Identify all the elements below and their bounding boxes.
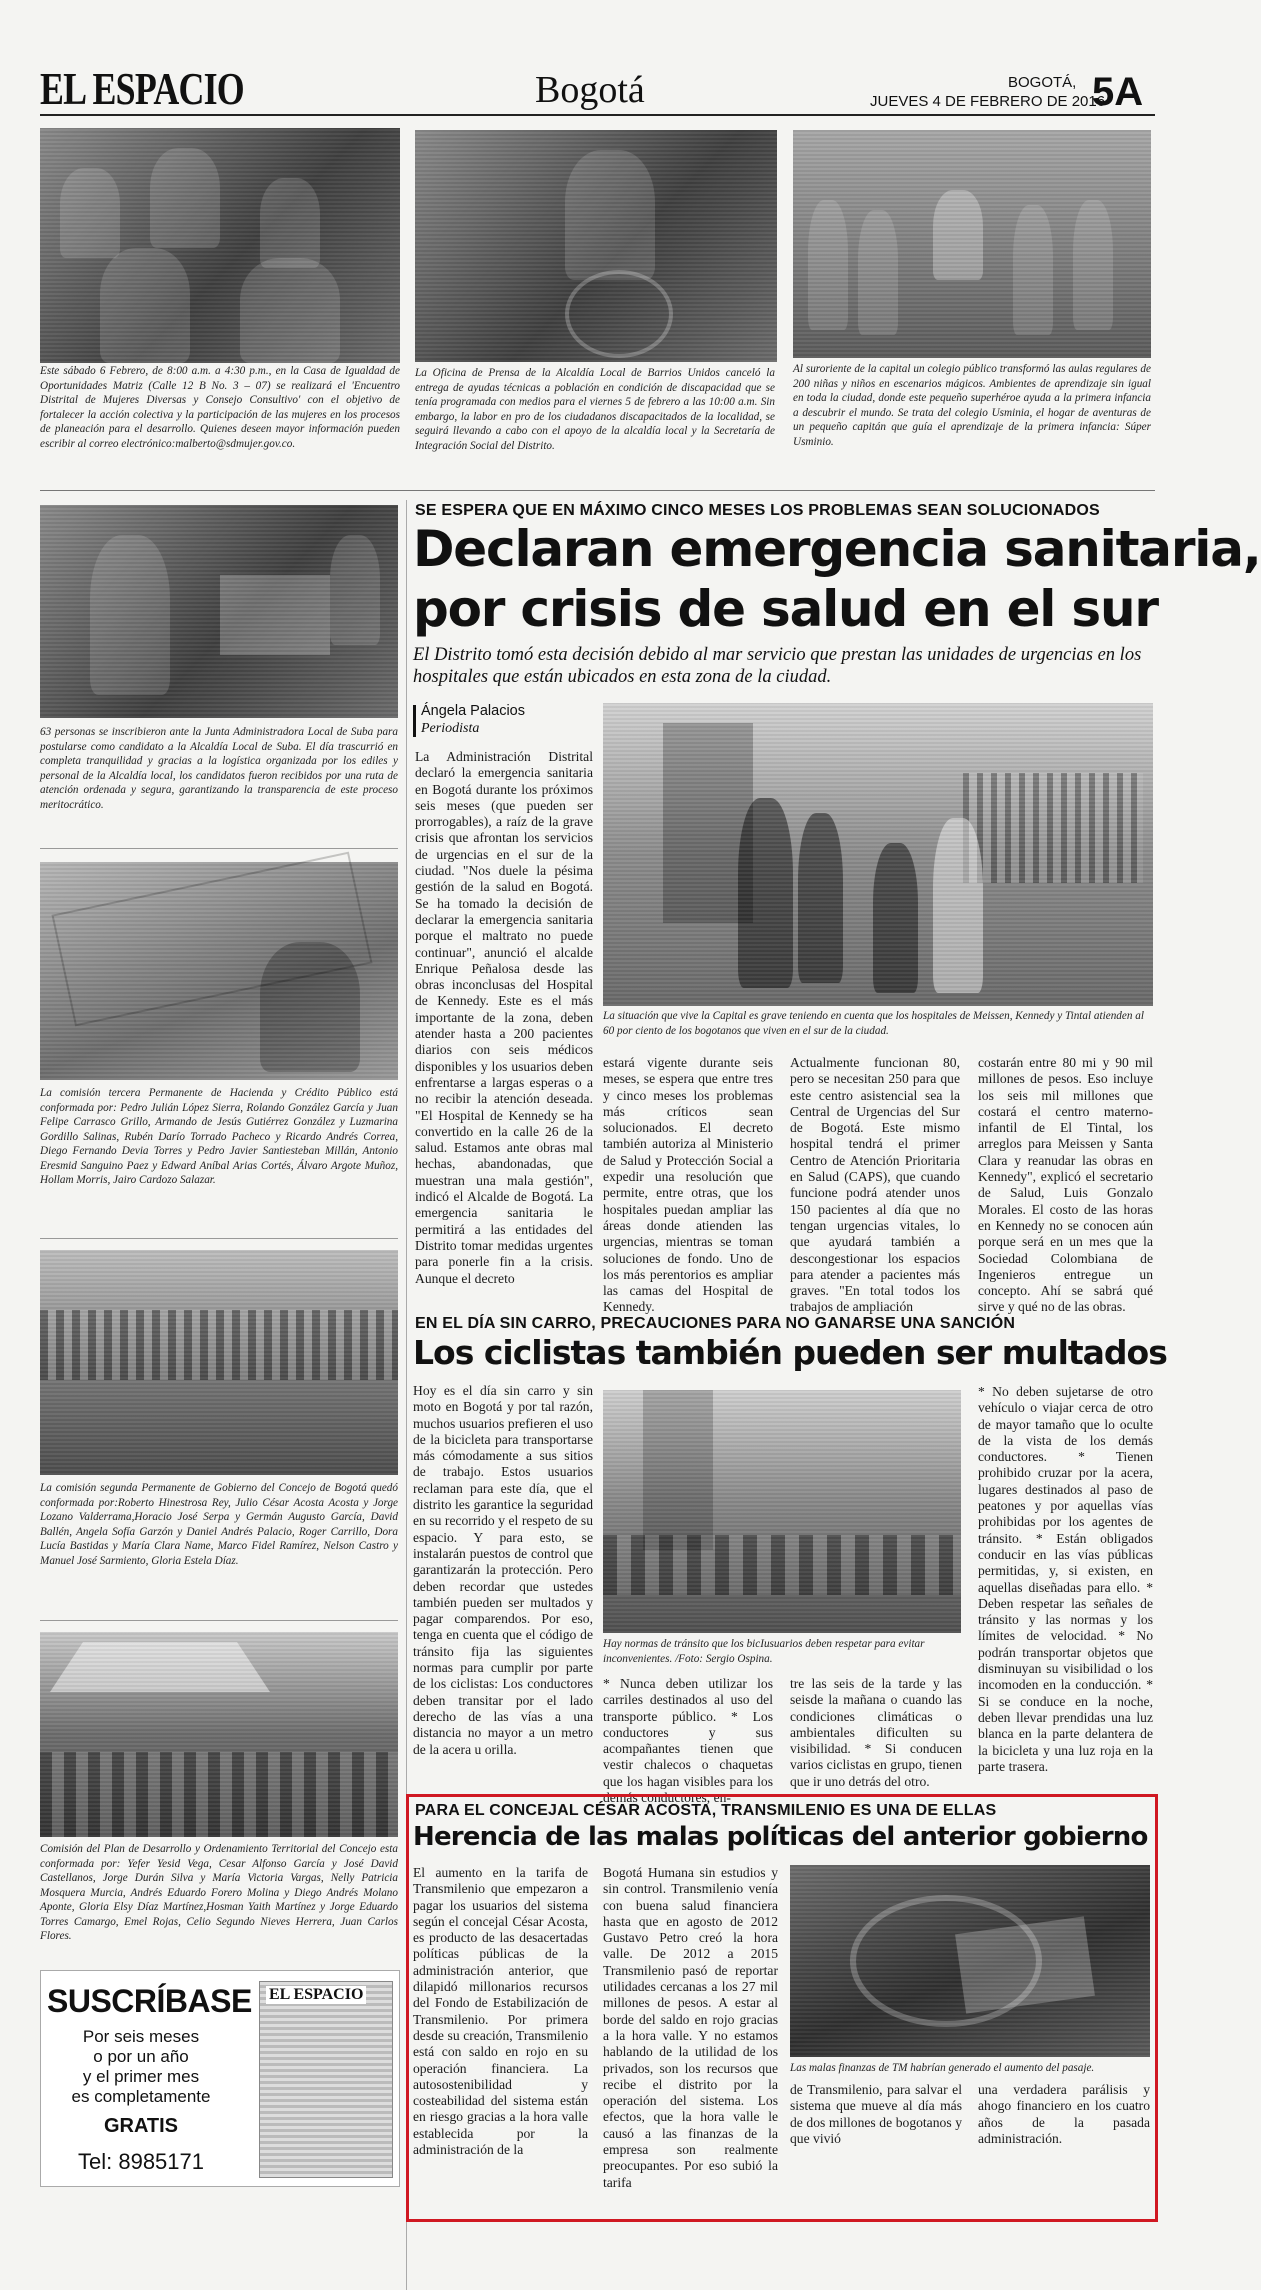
photo-women-group [40,128,400,363]
author-bar [413,705,416,737]
story1-author: Ángela Palacios [421,703,525,719]
top-row-rule [40,490,1155,491]
mini-newspaper-stack [259,1981,393,2178]
story2-col2: * Nunca deben utilizar los carriles destinados al uso del transporte público. * Los conductores y sus acompañantes tienen que vestir chalecos o chaquetas que los hagan visibles para los demás conductores, en- [603,1676,773,1806]
story3-col3: de Transmilenio, para salvar el sistema que mueve al día más de dos millones de bogotanos y que vivió [790,2082,962,2146]
caption-women-encounter: Este sábado 6 Febrero, de 8:00 a.m. a 4:30 p.m., en la Casa de Igualdad de Oportunidades Matriz (Calle 12 B No. 3 – 07) se realizará el 'Encuentro Distrital de Mujeres Diversas y Consejo Consultivo' con el objetivo de fortalecer la acción colectiva y la participación de las mujeres en los procesos de planeación para el desarrollo. Quienes deseen mayor información pueden escribir al correo electrónico:malberto@sdmujer.gov.co. [40,365,400,450]
story2-headline: Los ciclistas también pueden ser multados [413,1333,1167,1372]
photo-transmilenio-card [790,1865,1150,2057]
page-number: 5A [1092,70,1144,114]
subscribe-ad[interactable] [40,1970,400,2187]
story2-kicker: EN EL DÍA SIN CARRO, PRECAUCIONES PARA NO GANARSE UNA SANCIÓN [415,1315,1016,1332]
masthead-rule [40,114,1155,116]
subscribe-line-3: y el primer mes [82,2067,200,2086]
story1-deck: El Distrito tomó esta decisión debido al mar servicio que prestan las unidades de urgencias en los hospitales que están ubicados en esta zona de la ciudad. [413,645,1142,687]
masthead-date: JUEVES 4 DE FEBRERO DE 2016 [870,93,1106,110]
masthead-city: BOGOTÁ, [1008,74,1077,91]
photo-wheelchair [415,130,777,362]
story3-col1: El aumento en la tarifa de Transmilenio que empezaron a pagar los usuarios del sistema según el concejal César Acosta, es producto de las desacertadas políticas públicas de la administración anterior, que dilapidó millonarios recursos del Fondo de Estabilización de Transmilenio. Por primera desde su creación, Transmilenio está con saldo en rojo en su operación financiera. La autosostenibilidad y costeabilidad del sistema están en riesgo gracias a la hora valle establecida por la administración de la [413,1865,588,2158]
photo-suba-inscripcion [40,505,398,718]
left-rule-1 [40,848,398,849]
photo-cyclists [603,1390,961,1633]
photo-plaza-bolivar [40,1250,398,1475]
subscribe-free: GRATIS [103,2115,179,2137]
caption-suba: 63 personas se inscribieron ante la Junta Administradora Local de Suba para postularse como candidato a la Alcaldía Local de Suba. El día trascurrió en completa tranquilidad y gracias a la logística organizada por los ediles y personal de la Alcaldía local, los candidatos fueron recibidos por una ruta de atención ordenada y segura, garantizando la transparencia de este proceso meritocrático. [40,726,398,811]
story2-col1: Hoy es el día sin carro y sin moto en Bogotá y por tal razón, muchos usuarios prefieren el uso de la bicicleta para transportarse más cómodamente a sus sitios de trabajo. Estos usuarios reclaman para este día, que el distrito les garantice la seguridad en su recorrido y el respeto de su espacio. Y para esto, se instalarán puestos de control que garantizarán la protección. Pero deben recordar que ustedes también pueden ser multados y pagar comparendos. Por eso, tenga en cuenta que el código de tránsito fija las siguientes normas para cumplir por parte de los ciclistas: Los conductores deben transitar por el lado derecho de las vías a una distancia no mayor a un metro de la acera u orilla. [413,1383,593,1757]
story3-col4: una verdadera parálisis y ahogo financiero en los cuatro años de la pasada administración. [978,2082,1150,2146]
photo-banknotes [40,862,398,1080]
caption-comision-segunda: La comisión segunda Permanente de Gobierno del Concejo de Bogotá quedó conformada por:Roberto Hinestrosa Rey, Julio César Acosta Acosta y Jorge Lozano Valderrama,Horacio José Serpa y Germán Augusto García, David Ballén, Angela Sofía Garzón y Daniel Andrés Palacio, Roger Carrillo, Dora Lucía Bastidas y María Clara Name, Marco Fidel Ramírez, Nelson Castro y Manuel José Sarmiento, Gloria Estela Díaz. [40,1482,398,1567]
subscribe-phone[interactable]: Tel: 8985171 [78,2149,204,2174]
story2-photo-caption: Hay normas de tránsito que los bicIusuarios deben respetar para evitar inconvenientes. /Foto: Sergio Ospina. [603,1638,925,1665]
subscribe-line-2: o por un año [93,2047,189,2066]
caption-plan-desarrollo: Comisión del Plan de Desarrollo y Ordenamiento Territorial del Concejo esta conformada por: Yefer Yesid Vega, Cesar Alfonso García y José David Castellanos, Jorge Durán Silva y María Victoria Vargas, Nelly Patricia Mosquera Murcia, Andrés Eduardo Forero Molina y Diego Andrés Molano Aponte, Gloria Elsy Díaz Martínez,Hosman Yaith Martínez y Jorge Eduardo Torres Camargo, Emel Rojas, Celio Segundo Nieves Herrera, Juan Carlos Flores. [40,1843,398,1942]
story3-headline: Herencia de las malas políticas del anterior gobierno [413,1822,1148,1852]
photo-school-mural [793,130,1151,358]
story3-col2: Bogotá Humana sin estudios y sin control. Transmilenio venía con buena salud financiera hasta que en agosto de 2012 Gustavo Petro creó la hora valle. De 2012 a 2015 Transmilenio pasó de reportar utilidades cercanas a los 27 mil millones de pesos. A estar al borde del saldo en rojo gracias a la hora valle. Y no estamos hablando de la utilidad de los privados, son los recursos que recibe el distrito por la operación del sistema. Los efectos, que la hora valle le causó a las finanzas de la empresa son realmente preocupantes. Por eso subió la tarifa [603,1865,778,2190]
section-title: Bogotá [535,69,645,111]
caption-colegio-usminia: Al suroriente de la capital un colegio público transformó las aulas regulares de 200 niñas y niños en escenarios mágicos. Ambientes de aprendizaje sin igual en toda la ciudad, donde este pequeño superhéroe ayuda a la primera infancia a descubrir el mundo. Se trata del colegio Usminia, el hogar de aventuras de un pequeño capitán que guía el aprendizaje de la primera infancia: Súper Usminio. [793,363,1151,448]
story1-col4: costarán entre 80 mi y 90 mil millones de pesos. Eso incluye los seis mil millones que costará el centro materno-infantil de El Tintal, los arreglos para Meissen y Santa Clara y reanudar las obras en Kennedy", explicó el secretario de Salud, Luis Gonzalo Morales. El costo de las horas en Kennedy no se conocen aún porque será en un mes que la Sociedad Colombiana de Ingenieros entregue un concepto. Ahí se sabrá qué sirve y qué no de las obras. [978,1055,1153,1315]
story1-author-role: Periodista [421,721,480,736]
left-rule-2 [40,1238,398,1239]
subscribe-title: SUSCRÍBASE [47,1983,252,2019]
caption-barrios-unidos: La Oficina de Prensa de la Alcaldía Local de Barrios Unidos canceló la entrega de ayudas técnicas a población en condición de discapacidad que se tenía programada con medios para el viernes 5 de febrero a las 10:00 a.m. Sin embargo, la labor en pro de los ciudadanos discapacitados de la localidad, se seguirá llevando a cabo con el apoyo de la alcaldía local y la Secretaría de Integración Social del Distrito. [415,367,775,452]
story2-col3: tre las seis de la tarde y las seisde la mañana o cuando las condiciones climáticas o ambientales dificulten su visibilidad. * Si conducen varios ciclistas en grupo, tienen que ir uno detrás del otro. [790,1676,962,1789]
photo-market [40,1632,398,1837]
subscribe-line-1: Por seis meses [82,2027,200,2046]
masthead-logo: EL ESPACIO [40,63,244,114]
story1-kicker: SE ESPERA QUE EN MÁXIMO CINCO MESES LOS PROBLEMAS SEAN SOLUCIONADOS [415,502,1100,519]
story2-col4: * No deben sujetarse de otro vehículo o viajar cerca de otro de mayor tamaño que lo oculte de la vista de los demás conductores. * Tienen prohibido cruzar por la acera, lugares destinados al paso de peatones y por aquellas vías prohibidas por los agentes de tránsito. * Están obligados conducir en las vías públicas permitidas, y, si existen, en aquellas diseñadas para ello. * Deben respetar las señales de tránsito y las normas y los límites de velocidad. * No podrán transportar objetos que disminuyan su visibilidad o los incomoden en la conducción. * Si se conduce en la noche, deben llevar prendidas una luz blanca en la parte delantera de la bicicleta y una luz roja en la parte trasera. [978,1384,1153,1774]
subscribe-line-4: es completamente [71,2087,211,2106]
story1-headline-line1: Declaran emergencia sanitaria, [413,520,1261,578]
photo-hospital-kennedy [603,703,1153,1006]
story1-photo-caption: La situación que vive la Capital es grave teniendo en cuenta que los hospitales de Meissen, Kennedy y Tintal atienden al 60 por ciento de los bogotanos que viven en el sur de la ciudad. [603,1010,1144,1037]
story3-kicker: PARA EL CONCEJAL CÉSAR ACOSTA, TRANSMILENIO ES UNA DE ELLAS [415,1802,997,1819]
story1-col2: estará vigente durante seis meses, se espera que entre tres y cinco meses los problemas más críticos sean solucionados. El decreto también autoriza al Ministerio de Salud y Protección Social a expedir una resolución que permite, entre otras, que los hospitales puedan ampliar las áreas donde atienden las urgencias, mientras se toman soluciones de fondo. Uno de los más perentorios es ampliar las camas del Hospital de Kennedy. [603,1055,773,1315]
left-rule-3 [40,1620,398,1621]
story1-col3: Actualmente funcionan 80, pero se necesitan 250 para que este centro asistencial sea la Central de Urgencias del Sur de Bogotá. Este mismo hospital tendrá el primer Centro de Atención Prioritaria en Salud (CAPS), que cuando funcione podrá atender unos 150 pacientes al día que no tengan urgencias vitales, lo que ayudará también a descongestionar los espacios para atender a pacientes más graves. "En total todos los trabajos de ampliación [790,1055,960,1315]
story1-headline-line2: por crisis de salud en el sur [413,580,1158,638]
story1-col1: La Administración Distrital declaró la emergencia sanitaria en Bogotá durante los próximos seis meses (que pueden ser prorrogables), a raíz de la grave crisis que afrontan los servicios de urgencias en el sur de la ciudad. "Nos duele la pésima gestión de la salud en Bogotá. Se ha tomado la decisión de declarar la emergencia sanitaria porque el maltrato no puede continuar", anunció el alcalde Enrique Peñalosa desde las obras inconclusas del Hospital de Kennedy. Este es el más importante de la zona, deben atender hasta a 200 pacientes diarios con seis médicos disponibles y los usuarios deben enfrentarse a largas esperas o a no recibir la atención deseada. "El Hospital de Kennedy se ha convertido en la calle 26 de la salud. Estamos ante obras mal hechas, abandonadas, que muestran una mala gestión", indicó el Alcalde de Bogotá. La emergencia sanitaria le permitirá a las entidades del Distrito tomar medidas urgentes para ponerle fin a la crisis. Aunque el decreto [415,749,593,1286]
mini-paper-logo: EL ESPACIO [266,1986,366,2004]
caption-comision-tercera: La comisión tercera Permanente de Hacienda y Crédito Público está conformada por: Pedro Julián López Sierra, Rolando González García y Juan Felipe Carrasco Grillo, Armando de Jesús Gutiérrez González y Luzmarina Gordillo Salinas, Rubén Darío Torrado Pacheco y Ricardo Andrés Correa, Diego Fernando Devia Torres y Pedro Javier Santiesteban Millán, Antonio Eresmid Sanguino Paez y Edward Aníbal Arias Cortés, Álvaro Argote Muñoz, Hollam Morris, Jairo Cardozo Salazar. [40,1087,398,1186]
story3-photo-caption: Las malas finanzas de TM habrían generado el aumento del pasaje. [790,2062,1095,2074]
